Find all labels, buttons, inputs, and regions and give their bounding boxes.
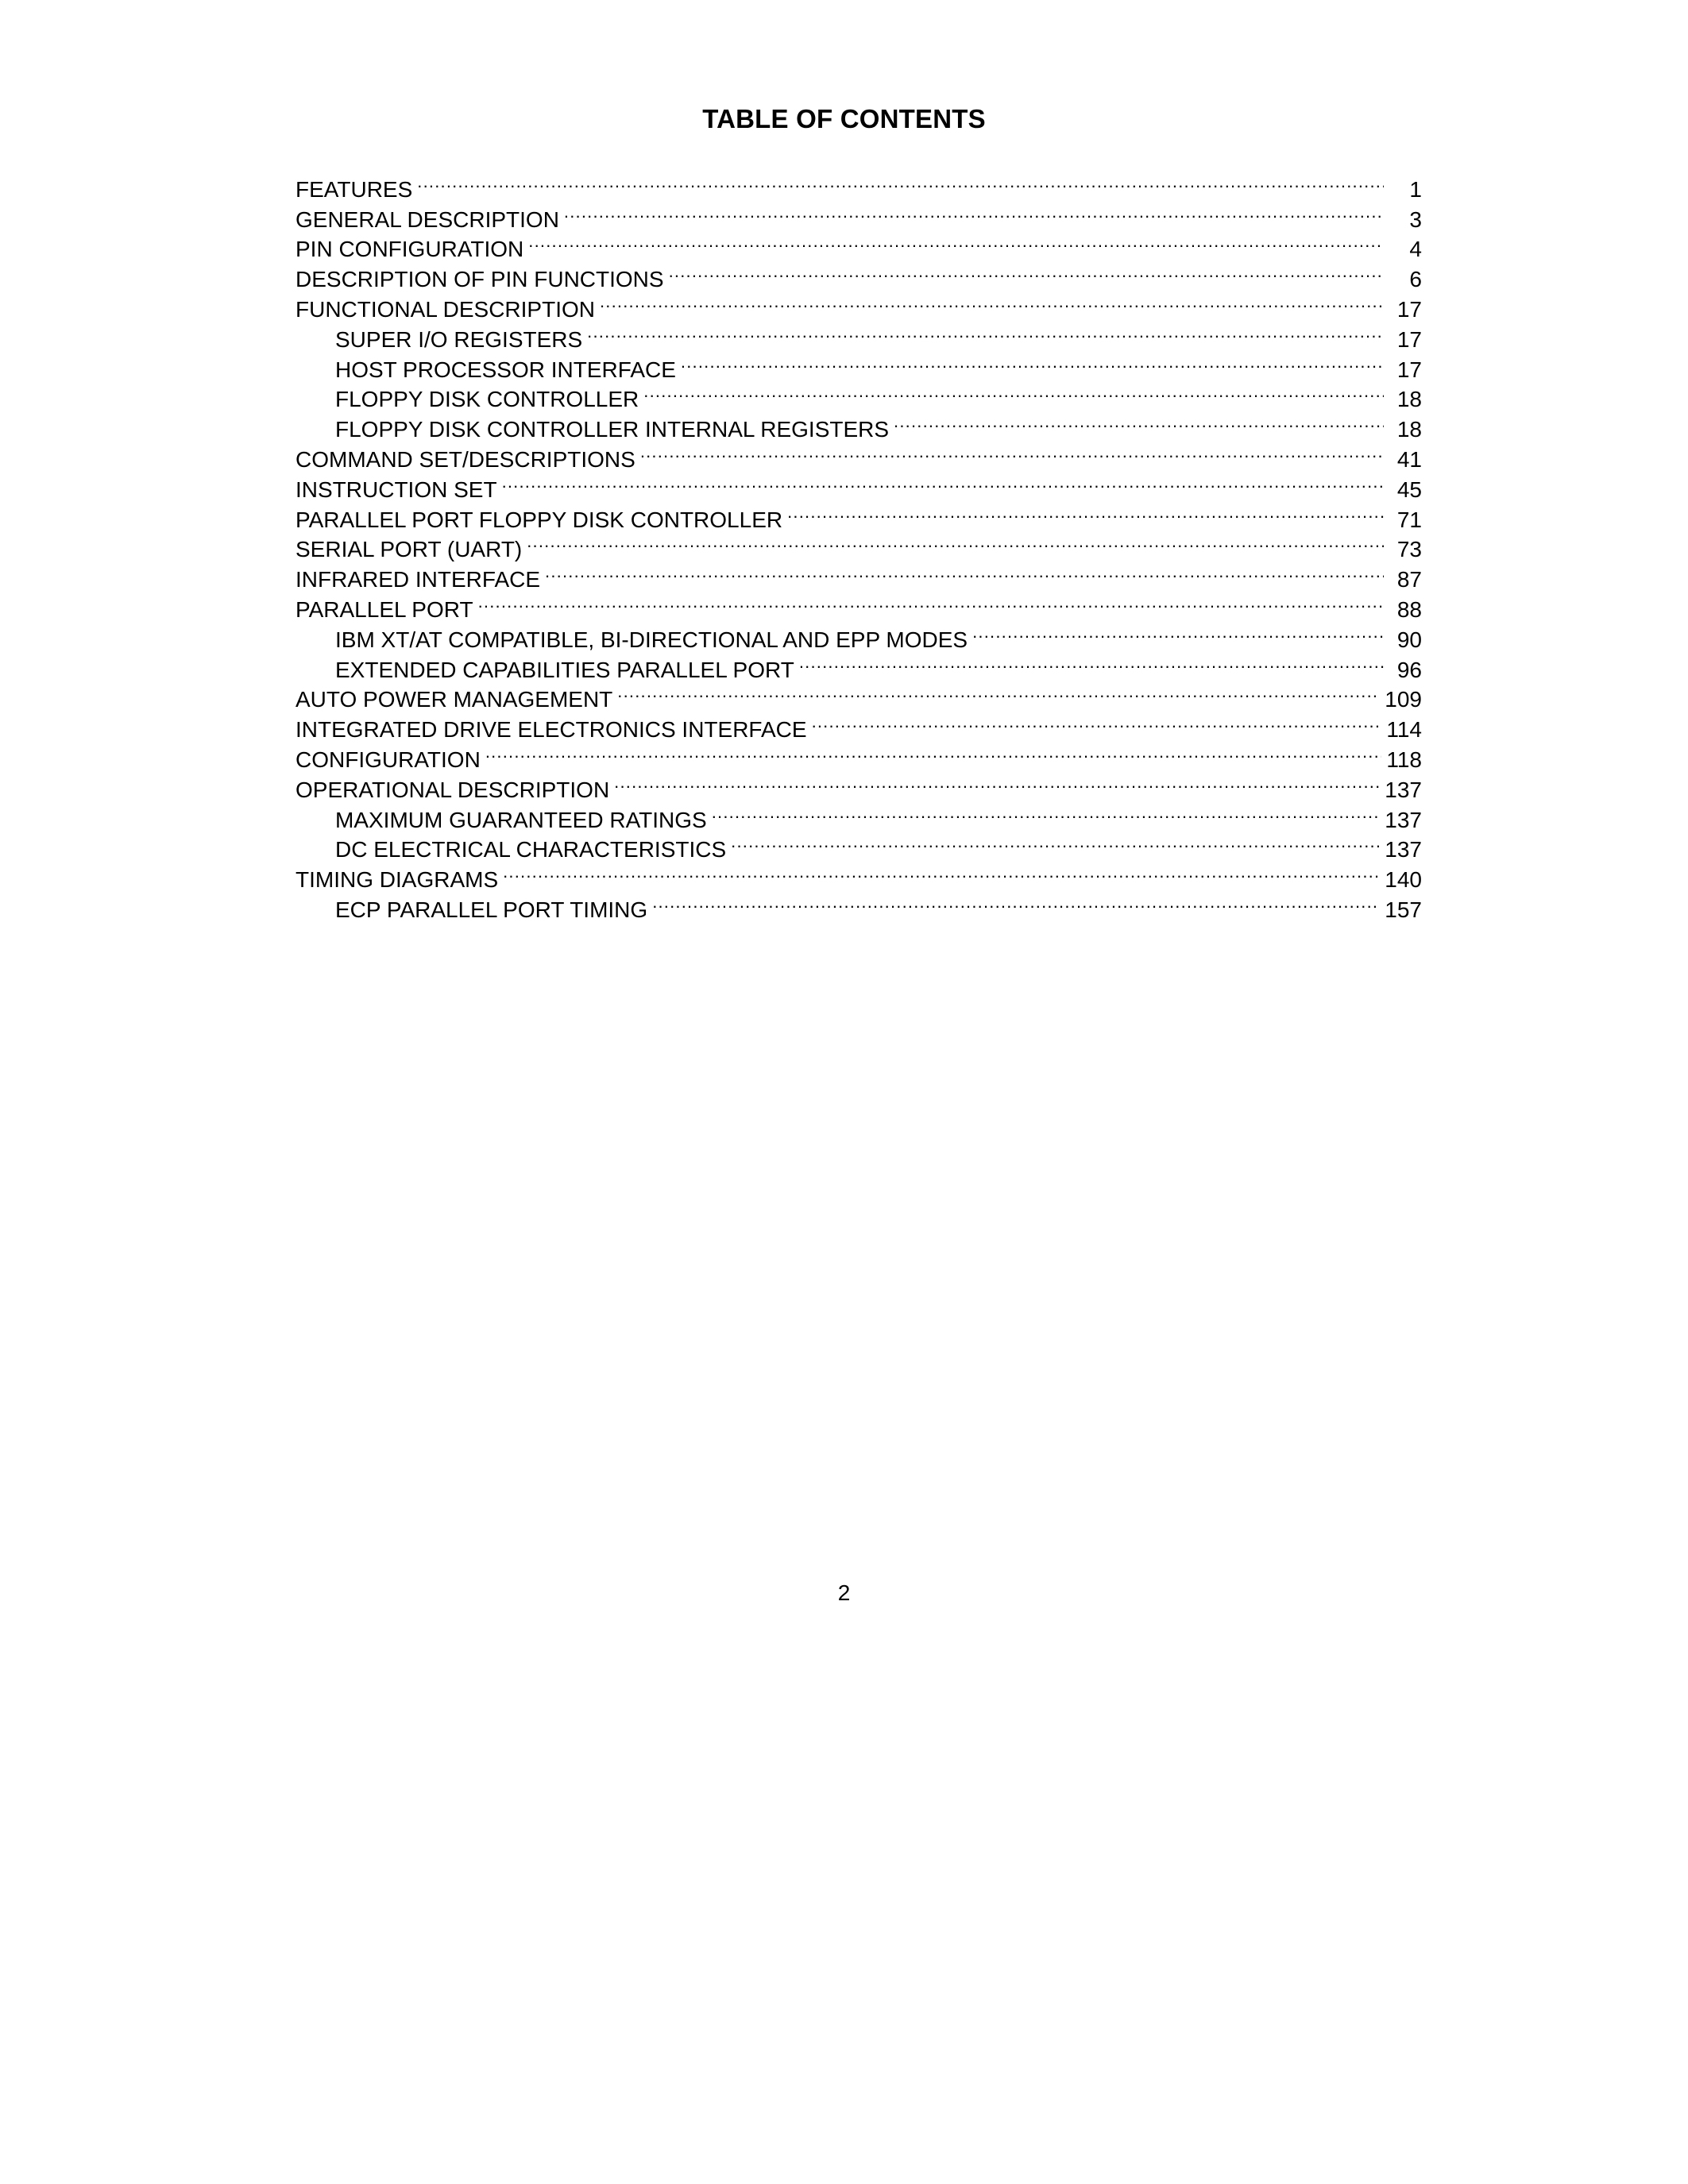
dot-leader	[799, 647, 1384, 677]
dot-leader	[617, 677, 1380, 708]
toc-entry-label: SUPER I/O REGISTERS	[335, 326, 583, 352]
toc-entry-page: 88	[1396, 596, 1422, 622]
dot-leader	[564, 197, 1384, 227]
toc-entry-page: 4	[1409, 237, 1422, 262]
toc-entry-page: 1	[1409, 176, 1422, 202]
dot-leader	[669, 257, 1384, 287]
dot-leader	[417, 167, 1384, 197]
toc-entry-label: FUNCTIONAL DESCRIPTION	[295, 296, 595, 322]
toc-entry-label: FLOPPY DISK CONTROLLER	[335, 387, 639, 412]
dot-leader	[485, 737, 1382, 767]
dot-leader	[502, 467, 1384, 497]
toc-entry-label: INSTRUCTION SET	[295, 477, 497, 502]
dot-leader	[643, 377, 1384, 407]
toc-entry-label: OPERATIONAL DESCRIPTION	[295, 777, 610, 802]
toc-entry-label: PARALLEL PORT FLOPPY DISK CONTROLLER	[295, 507, 783, 532]
dot-leader	[478, 587, 1384, 617]
dot-leader	[731, 828, 1380, 858]
toc-entry-label: GENERAL DESCRIPTION	[295, 206, 559, 232]
toc-entry[interactable]	[295, 197, 1422, 232]
toc-entry-page: 41	[1396, 446, 1422, 472]
toc-entry-label: DC ELECTRICAL CHARACTERISTICS	[335, 837, 727, 862]
toc-entry-page: 157	[1385, 897, 1422, 922]
dot-leader	[614, 767, 1380, 797]
toc-entry-page: 45	[1396, 477, 1422, 502]
toc-entry-page: 71	[1396, 507, 1422, 532]
dot-leader	[640, 437, 1384, 467]
table-of-contents	[295, 167, 1422, 922]
toc-entry-page: 137	[1385, 777, 1422, 802]
page-title: TABLE OF CONTENTS	[702, 104, 986, 133]
toc-entry-label: EXTENDED CAPABILITIES PARALLEL PORT	[335, 657, 794, 682]
toc-entry-page: 118	[1386, 747, 1422, 772]
toc-entry-label: IBM XT/AT COMPATIBLE, BI-DIRECTIONAL AND EPP MODES	[335, 627, 968, 652]
toc-entry-page: 140	[1385, 867, 1422, 893]
toc-entry-page: 90	[1396, 627, 1422, 652]
toc-entry-page: 96	[1396, 657, 1422, 682]
dot-leader	[972, 617, 1384, 647]
dot-leader	[545, 557, 1384, 587]
toc-entry-label: INTEGRATED DRIVE ELECTRONICS INTERFACE	[295, 717, 807, 743]
toc-entry-page: 18	[1396, 417, 1422, 442]
toc-entry-page: 73	[1396, 537, 1422, 562]
dot-leader	[527, 527, 1384, 558]
dot-leader	[812, 707, 1382, 737]
toc-entry-label: COMMAND SET/DESCRIPTIONS	[295, 446, 635, 472]
dot-leader	[681, 347, 1384, 377]
toc-entry-page: 3	[1409, 206, 1422, 232]
toc-entry-label: SERIAL PORT (UART)	[295, 537, 523, 562]
toc-entry-label: INFRARED INTERFACE	[295, 567, 541, 592]
toc-entry-page: 137	[1385, 807, 1422, 832]
toc-entry-label: PARALLEL PORT	[295, 596, 473, 622]
dot-leader	[712, 797, 1381, 828]
toc-entry-label: HOST PROCESSOR INTERFACE	[335, 357, 676, 382]
toc-entry-page: 6	[1409, 267, 1422, 292]
toc-entry-page: 17	[1396, 357, 1422, 382]
dot-leader	[587, 317, 1384, 347]
page-number: 2	[837, 1580, 851, 1605]
toc-entry-label: AUTO POWER MANAGEMENT	[295, 687, 613, 712]
toc-entry-page: 137	[1385, 837, 1422, 862]
dot-leader	[652, 887, 1380, 917]
toc-entry-page: 17	[1396, 296, 1422, 322]
toc-entry-label: TIMING DIAGRAMS	[295, 867, 499, 893]
toc-entry-label: FLOPPY DISK CONTROLLER INTERNAL REGISTERS	[335, 417, 890, 442]
dot-leader	[600, 287, 1384, 317]
toc-entry-page: 17	[1396, 326, 1422, 352]
dot-leader	[894, 407, 1384, 437]
toc-entry-label: CONFIGURATION	[295, 747, 481, 772]
toc-entry-page: 87	[1396, 567, 1422, 592]
toc-entry[interactable]	[295, 167, 1422, 202]
toc-entry-page: 114	[1386, 717, 1422, 743]
toc-entry-label: PIN CONFIGURATION	[295, 237, 524, 262]
dot-leader	[503, 857, 1380, 887]
dot-leader	[787, 497, 1384, 527]
toc-entry-label: DESCRIPTION OF PIN FUNCTIONS	[295, 267, 664, 292]
toc-entry-label: MAXIMUM GUARANTEED RATINGS	[335, 807, 707, 832]
toc-entry-label: FEATURES	[295, 176, 413, 202]
toc-entry-page: 109	[1385, 687, 1422, 712]
toc-entry-label: ECP PARALLEL PORT TIMING	[335, 897, 648, 922]
toc-entry-page: 18	[1396, 387, 1422, 412]
dot-leader	[528, 227, 1384, 257]
